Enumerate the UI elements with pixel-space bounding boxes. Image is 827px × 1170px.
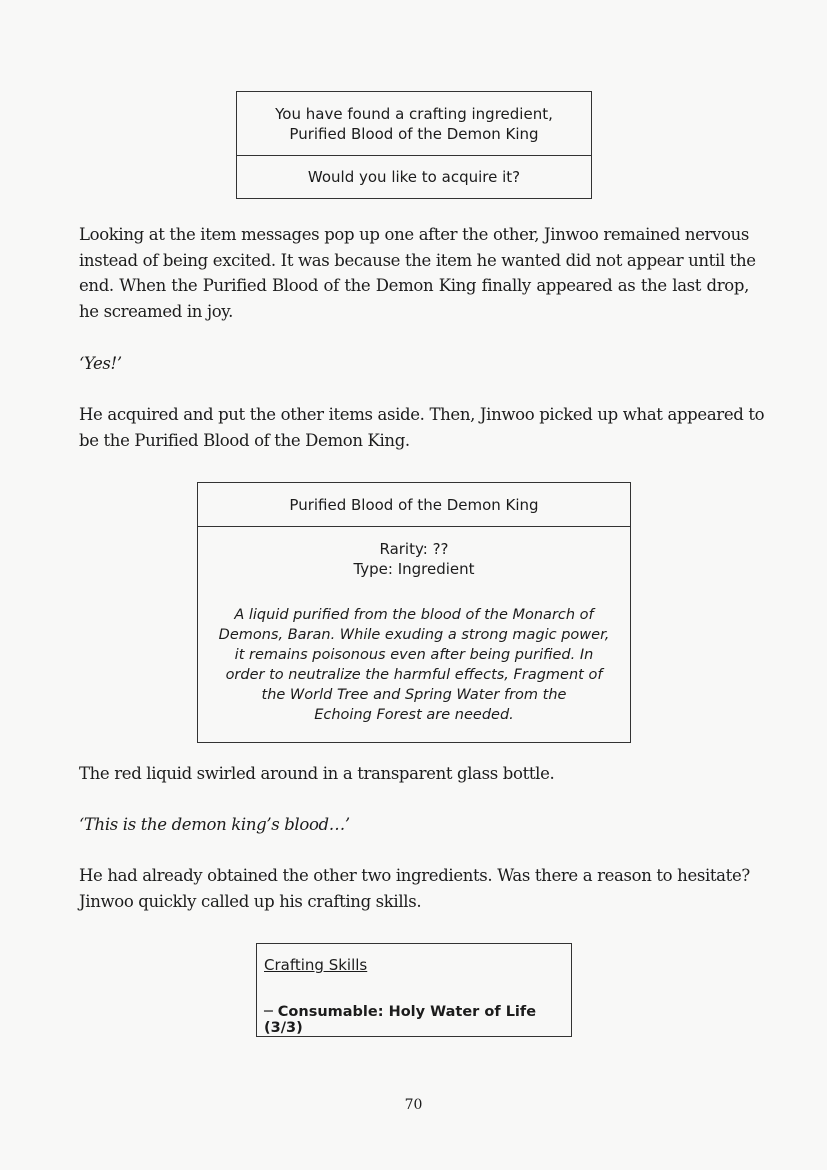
paragraph-line: He acquired and put the other items aside. Then, Jinwoo picked up what appeared to — [79, 405, 765, 424]
found-message — [237, 92, 591, 155]
crafting-skills-title: Crafting Skills — [264, 956, 368, 974]
paragraph-line: instead of being excited. It was because the item he wanted did not appear until the — [79, 250, 756, 270]
paragraph-line: Looking at the item messages pop up one after the other, Jinwoo remained nervous — [79, 225, 749, 244]
paragraph-line: He had already obtained the other two ingredients. Was there a reason to hesitate? — [79, 866, 750, 885]
item-name-text: Purified Blood of the Demon King — [289, 495, 539, 514]
description-line: the World Tree and Spring Water from the — [261, 687, 567, 703]
found-line-2: Purified Blood of the Demon King — [289, 124, 539, 143]
crafting-skills-box — [256, 943, 572, 1037]
paragraph-line: end. When the Purified Blood of the Demon King finally appeared as the last drop, — [79, 276, 749, 295]
item-details — [198, 526, 630, 725]
description-line: Echoing Forest are needed. — [314, 707, 514, 723]
paragraph-3 — [79, 761, 749, 787]
paragraph-line: he screamed in joy. — [79, 301, 233, 321]
item-description — [198, 605, 630, 725]
paragraph-4 — [79, 863, 749, 914]
description-line: order to neutralize the harmful effects, Fragment of — [225, 667, 603, 683]
paragraph-line: be the Purified Blood of the Demon King. — [79, 430, 410, 450]
paragraph-2 — [79, 402, 765, 453]
thought-text: ‘Yes!’ — [79, 354, 122, 373]
item-info-box — [197, 482, 631, 743]
paragraph-line: The red liquid swirled around in a transparent glass bottle. — [79, 764, 555, 783]
acquire-prompt-text: Would you like to acquire it? — [307, 168, 521, 186]
description-line: A liquid purified from the blood of the Monarch of — [234, 607, 594, 623]
item-name — [198, 483, 630, 526]
paragraph-1 — [79, 222, 756, 324]
thought-2 — [79, 812, 749, 838]
found-ingredient-box — [236, 91, 592, 199]
description-line: Demons, Baran. While exuding a strong magic power, — [218, 627, 610, 643]
paragraph-line: Jinwoo quickly called up his crafting skills. — [79, 891, 422, 911]
crafting-skill-item[interactable]: ─ Consumable: Holy Water of Life (3/3) — [264, 1004, 537, 1036]
item-rarity: Rarity: ?? — [379, 540, 449, 558]
thought-1 — [79, 351, 749, 377]
thought-text: ‘This is the demon king’s blood…’ — [79, 815, 350, 834]
page-number: 70 — [404, 1097, 423, 1113]
acquire-prompt[interactable] — [237, 155, 591, 198]
description-line: it remains poisonous even after being purified. In — [234, 647, 594, 663]
item-type: Type: Ingredient — [353, 560, 475, 578]
found-line-1: You have found a crafting ingredient, — [275, 104, 553, 123]
